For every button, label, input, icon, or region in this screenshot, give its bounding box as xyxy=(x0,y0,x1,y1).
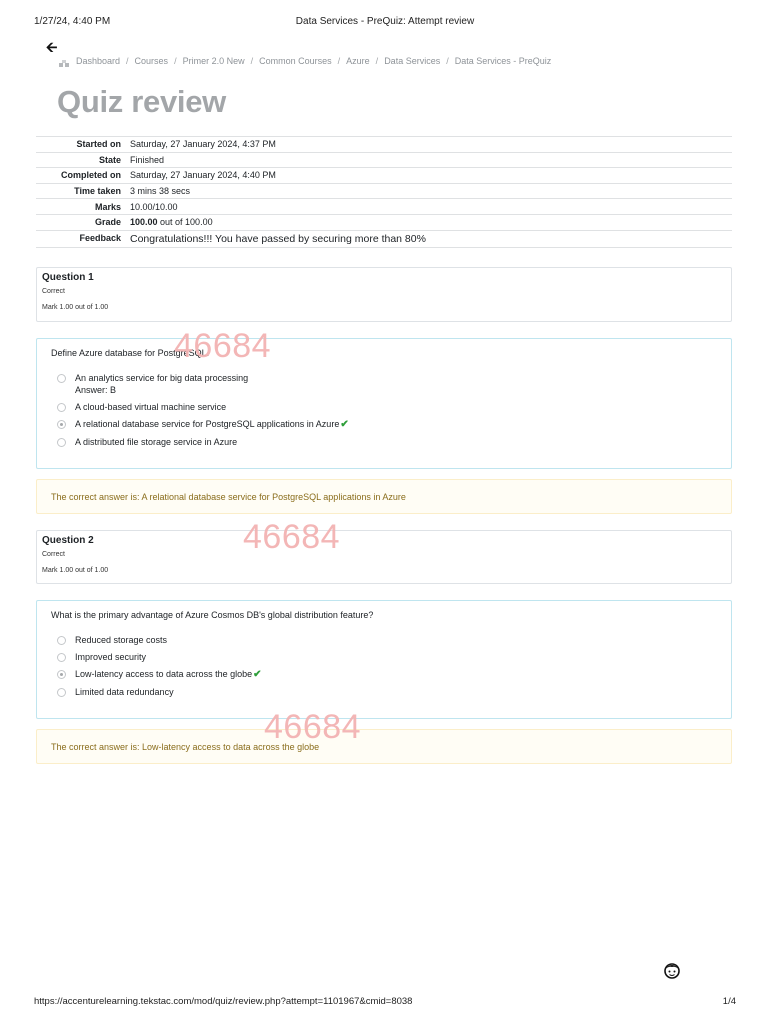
question-content xyxy=(36,338,732,469)
summary-value xyxy=(129,214,732,230)
breadcrumb xyxy=(59,56,551,66)
answer-label: A relational database service for PostgreSQL applications in Azure xyxy=(75,419,340,429)
summary-row-state xyxy=(36,152,732,168)
question-state: Correct xyxy=(42,288,65,295)
watermark: 46684 xyxy=(243,518,341,556)
answer-label: Limited data redundancy xyxy=(75,687,174,697)
summary-label: Marks xyxy=(36,199,129,215)
breadcrumb-separator: / xyxy=(375,56,379,66)
summary-row-grade xyxy=(36,214,732,230)
question-text: Define Azure database for PostgreSQL. xyxy=(51,348,210,358)
watermark: 46684 xyxy=(174,327,272,365)
question-number: Question 1 xyxy=(42,272,94,283)
question-text: What is the primary advantage of Azure Cosmos DB's global distribution feature? xyxy=(51,610,374,620)
summary-label: Time taken xyxy=(36,183,129,199)
breadcrumb-separator: / xyxy=(126,56,129,66)
summary-value: Saturday, 27 January 2024, 4:40 PM xyxy=(129,168,732,184)
answer-note: Answer: B xyxy=(75,385,117,395)
right-answer-feedback: The correct answer is: Low-latency access to data across the globe xyxy=(36,729,732,764)
question-state: Correct xyxy=(42,551,65,558)
print-doc-title: Data Services - PreQuiz: Attempt review xyxy=(295,16,475,27)
summary-row-time-taken xyxy=(36,183,732,199)
summary-value: Saturday, 27 January 2024, 4:37 PM xyxy=(129,137,732,153)
answer-label: An analytics service for big data processing xyxy=(75,373,249,383)
grade-out-of: out of 100.00 xyxy=(157,217,213,228)
answer-option[interactable] xyxy=(51,686,717,698)
radio-button[interactable] xyxy=(57,403,66,412)
question-mark: Mark 1.00 out of 1.00 xyxy=(42,304,109,311)
question-number: Question 2 xyxy=(42,535,94,546)
chat-bot-face-icon[interactable] xyxy=(662,961,682,979)
check-icon: ✔ xyxy=(340,419,349,430)
attempt-summary-table xyxy=(36,136,732,248)
print-page-number: 1/4 xyxy=(722,996,736,1007)
breadcrumb-azure[interactable]: Azure xyxy=(346,56,370,66)
print-datetime: 1/27/24, 4:40 PM xyxy=(34,16,111,27)
answer-option-selected[interactable] xyxy=(51,668,717,681)
answer-label: A cloud-based virtual machine service xyxy=(75,402,227,412)
breadcrumb-separator: / xyxy=(250,56,254,66)
summary-value: Congratulations!!! You have passed by securing more than 80% xyxy=(129,230,732,247)
radio-button-selected[interactable] xyxy=(57,420,66,429)
grade-score: 100.00 xyxy=(130,217,158,228)
radio-button[interactable] xyxy=(57,438,66,447)
summary-row-completed xyxy=(36,168,732,184)
breadcrumb-prequiz[interactable]: Data Services - PreQuiz xyxy=(454,56,552,66)
breadcrumb-separator: / xyxy=(446,56,449,66)
answer-option[interactable] xyxy=(51,634,717,646)
radio-button[interactable] xyxy=(57,653,66,662)
summary-label: Feedback xyxy=(36,230,129,247)
print-url: https://accenturelearning.tekstac.com/mod/quiz/review.php?attempt=1101967&cmid=8038 xyxy=(34,996,413,1007)
summary-label: Started on xyxy=(36,137,129,153)
answer-option[interactable] xyxy=(51,651,717,663)
breadcrumb-dashboard[interactable]: Dashboard xyxy=(76,56,121,66)
question-mark: Mark 1.00 out of 1.00 xyxy=(42,567,109,574)
breadcrumb-primer[interactable]: Primer 2.0 New xyxy=(182,56,245,66)
question-info xyxy=(36,530,732,584)
answer-option[interactable] xyxy=(51,372,717,396)
breadcrumb-courses[interactable]: Courses xyxy=(134,56,169,66)
answer-option[interactable] xyxy=(51,436,717,448)
question-info xyxy=(36,267,732,322)
print-header xyxy=(34,16,736,30)
question-content xyxy=(36,600,732,719)
breadcrumb-separator: / xyxy=(174,56,177,66)
watermark: 46684 xyxy=(264,708,362,746)
radio-button[interactable] xyxy=(57,688,66,697)
summary-row-feedback xyxy=(36,230,732,247)
right-answer-feedback: The correct answer is: A relational database service for PostgreSQL applications in Azure xyxy=(36,479,732,514)
summary-label: Grade xyxy=(36,214,129,230)
answer-label: Reduced storage costs xyxy=(75,635,168,645)
summary-label: State xyxy=(36,152,129,168)
radio-button[interactable] xyxy=(57,636,66,645)
answer-option-selected[interactable] xyxy=(51,418,717,431)
answer-label: Improved security xyxy=(75,652,147,662)
answer-option[interactable] xyxy=(51,401,717,413)
summary-value: 3 mins 38 secs xyxy=(129,183,732,199)
answer-label: A distributed file storage service in Azure xyxy=(75,437,238,447)
check-icon: ✔ xyxy=(253,669,262,680)
arrow-left-icon[interactable]: 🡨 xyxy=(46,39,58,55)
summary-row-started xyxy=(36,137,732,153)
breadcrumb-data-services[interactable]: Data Services xyxy=(384,56,441,66)
summary-value: Finished xyxy=(129,152,732,168)
summary-label: Completed on xyxy=(36,168,129,184)
home-icon[interactable] xyxy=(59,59,70,67)
summary-value: 10.00/10.00 xyxy=(129,199,732,215)
page-title: Quiz review xyxy=(57,84,226,119)
breadcrumb-common-courses[interactable]: Common Courses xyxy=(259,56,332,66)
summary-row-marks xyxy=(36,199,732,215)
breadcrumb-separator: / xyxy=(337,56,341,66)
radio-button-selected[interactable] xyxy=(57,670,66,679)
answer-label: Low-latency access to data across the globe xyxy=(75,669,253,679)
radio-button[interactable] xyxy=(57,374,66,383)
